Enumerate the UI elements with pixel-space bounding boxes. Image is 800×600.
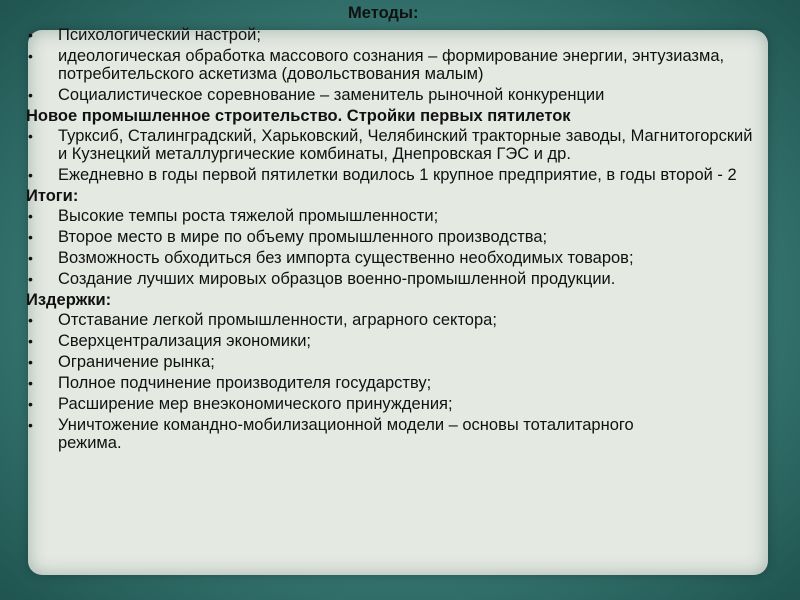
list-item: • Высокие темпы роста тяжелой промышленности; [26,207,758,225]
list-item: • Отставание легкой промышленности, аграрного сектора; [26,311,758,329]
list-item: • Ежедневно в годы первой пятилетки водилось 1 крупное предприятие, в годы второй - 2 [26,166,758,184]
list-item: • Уничтожение командно-мобилизационной модели – основы тоталитарного режима. [26,416,698,452]
list-item: • Возможность обходиться без импорта существенно необходимых товаров; [26,249,718,267]
costs-heading: Издержки: [26,291,112,309]
slide-title: Методы: [348,4,419,22]
list-item: • Создание лучших мировых образцов военно-промышленной продукции. [26,270,778,288]
results-heading: Итоги: [26,187,79,205]
construction-list [26,127,766,184]
list-item: • Турксиб, Сталинградский, Харьковский, Челябинский тракторные заводы, Магнитогорский и Кузнецкий металлургические комбинаты, Днепровская ГЭС и др. [26,127,758,163]
methods-list [26,26,766,104]
list-item: • Социалистическое соревнование – заменитель рыночной конкуренции [26,86,758,104]
costs-list [26,311,766,452]
list-item: • Полное подчинение производителя государству; [26,374,758,392]
list-item: • Сверхцентрализация экономики; [26,332,758,350]
slide-content [26,4,766,455]
list-item: • Ограничение рынка; [26,353,758,371]
list-item: • Расширение мер внеэкономического принуждения; [26,395,758,413]
list-item: • Психологический настрой; [26,26,758,44]
list-item: • Второе место в мире по объему промышленного производства; [26,228,758,246]
list-item: • идеологическая обработка массового сознания – формирование энергии, энтузиазма, потребительского аскетизма (довольствования малым) [26,47,758,83]
results-list [26,207,766,288]
construction-heading: Новое промышленное строительство. Стройки первых пятилеток [26,107,571,125]
